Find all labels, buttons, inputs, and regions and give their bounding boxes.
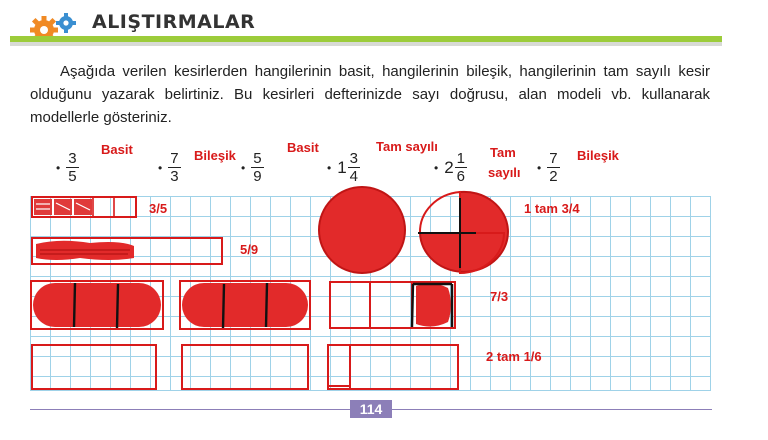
fraction-five-ninths: • $\frac{5}{9}$ — [241, 150, 262, 185]
label-three-fifths: 3/5 — [149, 201, 168, 216]
page-number: 114 — [350, 400, 392, 418]
model-two-sixth-box-2 — [182, 345, 308, 389]
fraction-three-fifths: • $\frac{3}{5}$ — [56, 150, 77, 185]
section-title: ALIŞTIRMALAR — [92, 11, 256, 33]
annotation-tam-sayili-1: Tam sayılı — [376, 139, 438, 154]
label-two-and-one-sixth: 2 tam 1/6 — [486, 349, 542, 364]
annotation-tam: Tam — [490, 145, 516, 160]
label-one-and-three-quarters: 1 tam 3/4 — [524, 201, 580, 216]
annotation-bilesik-1: Bileşik — [194, 148, 236, 163]
model-two-sixth-box-1 — [32, 345, 156, 389]
fraction-seven-thirds: • $\frac{7}{3}$ — [158, 150, 179, 185]
annotation-basit-1: Basit — [101, 142, 133, 157]
label-five-ninths: 5/9 — [240, 242, 259, 257]
label-seven-thirds: 7/3 — [490, 289, 509, 304]
fraction-two-and-one-sixth: • 2 $\frac{1}{6}$ — [434, 150, 466, 185]
fraction-one-and-three-quarters: • 1 $\frac{3}{4}$ — [327, 150, 359, 185]
footer-line-right — [392, 409, 712, 410]
annotation-sayili: sayılı — [488, 165, 521, 180]
annotation-basit-2: Basit — [287, 140, 319, 155]
footer-line-left — [30, 409, 350, 410]
instructions-text: Aşağıda verilen kesirlerden hangilerinin basit, hangilerinin bileşik, hangilerinin tam sayılı kesir olduğunu yazarak belirtiniz. Bu kesirleri defterinizde sayı doğrusu, alan modeli vb. kullanarak modellerle gösteriniz. — [30, 63, 710, 126]
annotation-bilesik-2: Bileşik — [577, 148, 619, 163]
fraction-seven-halves: • $\frac{7}{2}$ — [537, 150, 558, 185]
model-two-sixth-box-3 — [328, 345, 458, 389]
model-whole-circle — [319, 187, 405, 273]
